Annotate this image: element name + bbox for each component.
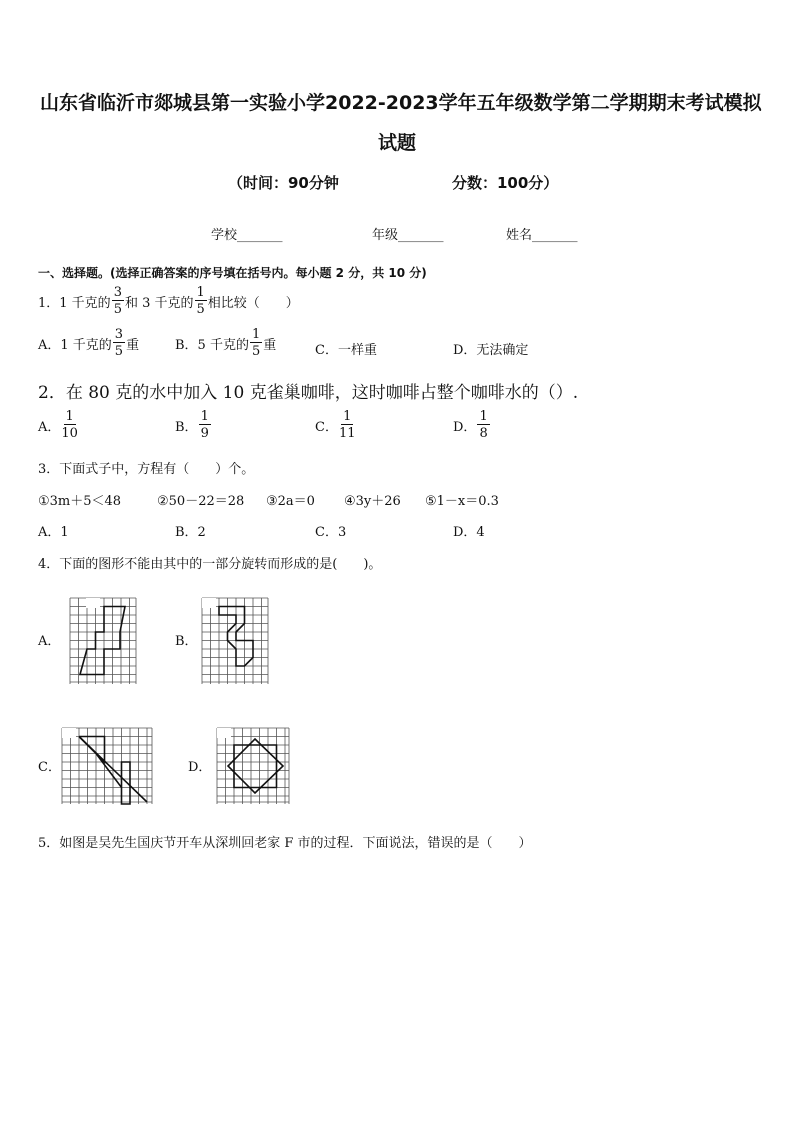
- question-3: 3．下面式子中，方程有（ ）个。: [38, 462, 255, 477]
- q3-item-5: ⑤1－x＝0.3: [425, 494, 499, 509]
- blank-patch: [202, 598, 216, 608]
- numerator: 1: [65, 409, 74, 424]
- grid-lines: [70, 598, 136, 684]
- denominator: 9: [200, 426, 209, 441]
- q1-option-d: D．无法确定: [453, 343, 529, 358]
- option-text: A．1 千克的: [38, 337, 112, 353]
- q1-option-a: [38, 328, 139, 358]
- grid-lines: [62, 728, 152, 804]
- q1-prefix: 1．1 千克的: [38, 295, 111, 311]
- fraction: [113, 328, 125, 358]
- denominator: 11: [338, 426, 356, 441]
- q2-option-c: [315, 410, 357, 440]
- question-2: 2．在 80 克的水中加入 10 克雀巢咖啡，这时咖啡占整个咖啡水的（）.: [38, 383, 579, 403]
- numerator: 1: [200, 409, 209, 424]
- option-label: C．: [315, 419, 338, 435]
- q2-option-b: [175, 410, 212, 440]
- figure-d-diamond: [228, 739, 283, 793]
- figure-c-grid: [60, 726, 154, 806]
- option-label: B．: [175, 419, 198, 435]
- option-text: B．5 千克的: [175, 337, 249, 353]
- q3-option-b: B．2: [175, 525, 206, 540]
- denominator: 5: [114, 344, 124, 359]
- q1-option-c: C．一样重: [315, 343, 377, 358]
- fraction: [195, 286, 207, 316]
- fraction: [112, 286, 124, 316]
- fraction: [477, 410, 489, 440]
- question-5: 5．如图是吴先生国庆节开车从深圳回老家 F 市的过程．下面说法，错误的是（ ）: [38, 836, 532, 851]
- exam-time: （时间：90分钟: [228, 174, 339, 192]
- fraction: [199, 410, 211, 440]
- q3-option-a: A．1: [38, 525, 69, 540]
- q1-mid: 和 3 千克的: [124, 295, 194, 311]
- question-1: [38, 286, 299, 316]
- question-4: 4．下面的图形不能由其中的一部分旋转而形成的是( )。: [38, 557, 382, 572]
- q4-label-c: C．: [38, 760, 61, 775]
- blank-patch: [86, 598, 100, 608]
- option-label: D．: [453, 419, 477, 435]
- figure-d-square: [234, 745, 277, 788]
- q1-suffix: 相比较（ ）: [207, 295, 299, 311]
- numerator: 3: [113, 285, 122, 300]
- figure-b-grid: [200, 596, 270, 686]
- grid-lines: [202, 598, 268, 684]
- denominator: 5: [113, 302, 122, 317]
- denominator: 5: [196, 302, 205, 317]
- denominator: 5: [251, 344, 261, 359]
- q2-option-a: [38, 410, 79, 440]
- grade-field: 年级_______: [372, 228, 444, 243]
- denominator: 8: [479, 426, 488, 441]
- exam-score: 分数：100分）: [452, 174, 559, 192]
- q4-label-d: D．: [188, 760, 212, 775]
- numerator: 3: [114, 327, 124, 342]
- q3-item-3: ③2a＝0: [266, 494, 315, 509]
- page-title: 山东省临沂市郯城县第一实验小学2022-2023学年五年级数学第二学期期末考试模拟: [40, 92, 762, 114]
- page-title-line2: 试题: [377, 132, 416, 154]
- blank-patch: [62, 728, 76, 738]
- name-field: 姓名_______: [506, 228, 578, 243]
- q3-item-1: ①3m＋5＜48: [38, 494, 122, 509]
- numerator: 1: [479, 409, 488, 424]
- school-field: 学校_______: [211, 228, 283, 243]
- q3-item-4: ④3y＋26: [344, 494, 401, 509]
- numerator: 1: [196, 285, 205, 300]
- figure-d-grid: [215, 726, 291, 806]
- denominator: 10: [61, 426, 78, 441]
- option-text: 重: [126, 337, 140, 353]
- figure-a-grid: [68, 596, 138, 686]
- option-label: A．: [38, 419, 61, 435]
- option-text: 重: [263, 337, 277, 353]
- fraction: [339, 410, 356, 440]
- numerator: 1: [343, 409, 352, 424]
- q4-label-b: B．: [175, 634, 198, 649]
- q1-option-b: [175, 328, 276, 358]
- section-heading: 一、选择题。(选择正确答案的序号填在括号内。每小题 2 分，共 10 分): [38, 266, 427, 280]
- figure-b-shape: [219, 607, 253, 667]
- numerator: 1: [251, 327, 261, 342]
- q3-option-d: D．4: [453, 525, 485, 540]
- fraction: [250, 328, 262, 358]
- fraction: [61, 410, 78, 440]
- q4-label-a: A．: [38, 634, 61, 649]
- q2-option-d: [453, 410, 491, 440]
- blank-patch: [217, 728, 231, 738]
- q3-option-c: C．3: [315, 525, 347, 540]
- q3-item-2: ②50－22＝28: [157, 494, 245, 509]
